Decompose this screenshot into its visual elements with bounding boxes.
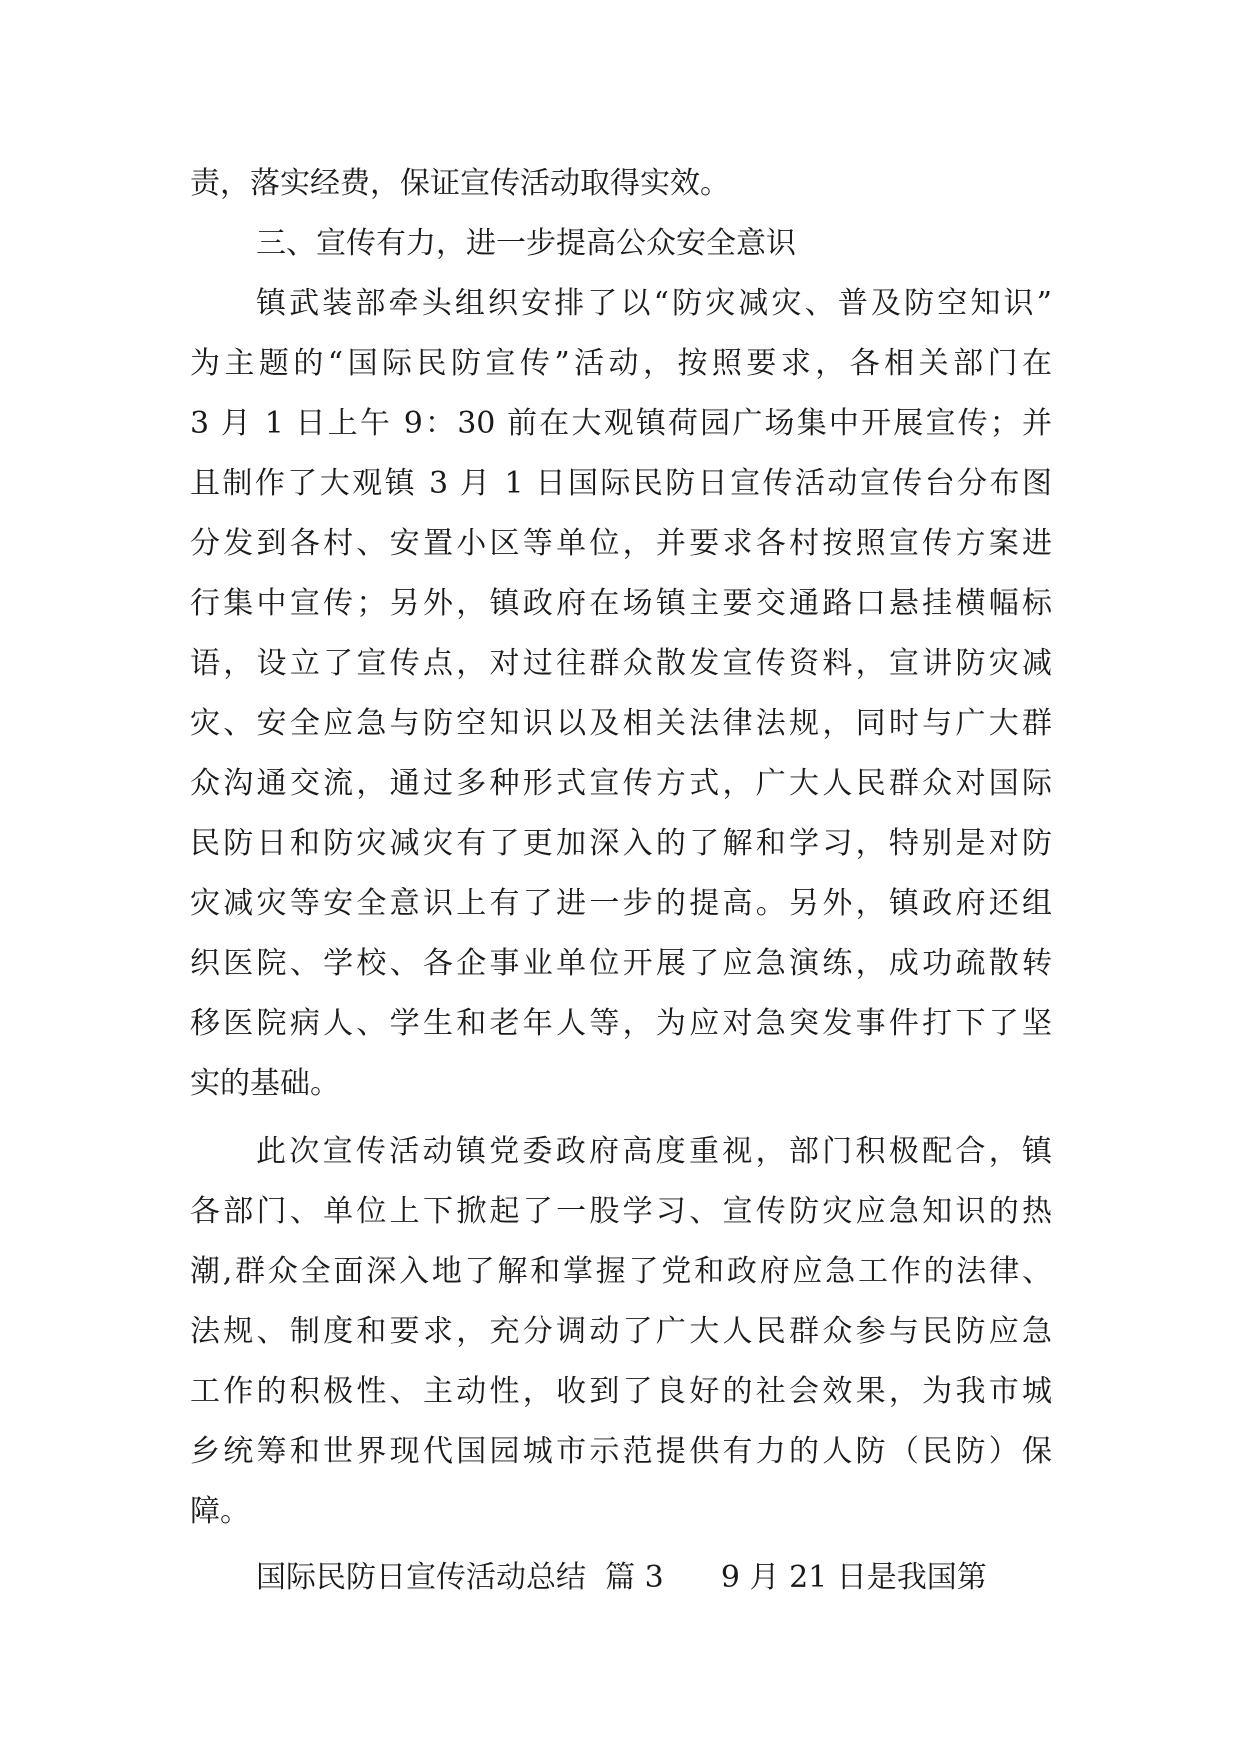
text-line: 各部门、单位上下掀起了一股学习、宣传防灾应急知识的热: [190, 1194, 1052, 1229]
text-line: 此次宣传活动镇党委政府高度重视，部门积极配合，镇: [256, 1134, 1052, 1169]
text-line: 为主题的“国际民防宣传”活动，按照要求，各相关部门在: [190, 346, 1052, 381]
article-heading-line: 国际民防日宣传活动总结 篇 3 9 月 21 日是我国第: [256, 1560, 987, 1595]
text-line: 镇武装部牵头组织安排了以“防灾减灾、普及防空知识”: [256, 286, 1052, 321]
text-line: 移医院病人、学生和老年人等，为应对急突发事件打下了坚: [190, 1006, 1052, 1041]
text-line: 责，落实经费，保证宣传活动取得实效。: [190, 166, 730, 201]
text-line: 法规、制度和要求，充分调动了广大人民群众参与民防应急: [190, 1314, 1052, 1349]
text-line: 实的基础。: [190, 1066, 340, 1101]
text-line: 工作的积极性、主动性，收到了良好的社会效果，为我市城: [190, 1374, 1052, 1409]
text-line: 分发到各村、安置小区等单位，并要求各村按照宣传方案进: [190, 526, 1052, 561]
text-line: 织医院、学校、各企事业单位开展了应急演练，成功疏散转: [190, 946, 1052, 981]
text-line: 障。: [190, 1494, 250, 1529]
text-line: 语，设立了宣传点，对过往群众散发宣传资料，宣讲防灾减: [190, 646, 1052, 681]
text-line: 行集中宣传；另外，镇政府在场镇主要交通路口悬挂横幅标: [190, 586, 1052, 621]
text-line: 众沟通交流，通过多种形式宣传方式，广大人民群众对国际: [190, 766, 1052, 801]
text-line: 灾减灾等安全意识上有了进一步的提高。另外，镇政府还组: [190, 886, 1052, 921]
text-line: 乡统筹和世界现代国园城市示范提供有力的人防（民防）保: [190, 1434, 1052, 1469]
text-line: 潮,群众全面深入地了解和掌握了党和政府应急工作的法律、: [190, 1254, 1052, 1289]
section-heading: 三、宣传有力，进一步提高公众安全意识: [256, 226, 796, 261]
text-line: 灾、安全应急与防空知识以及相关法律法规，同时与广大群: [190, 706, 1052, 741]
text-line: 3 月 1 日上午 9：30 前在大观镇荷园广场集中开展宣传；并: [190, 406, 1052, 441]
text-line: 且制作了大观镇 3 月 1 日国际民防日宣传活动宣传台分布图: [190, 466, 1052, 501]
text-line: 民防日和防灾减灾有了更加深入的了解和学习，特别是对防: [190, 826, 1052, 861]
